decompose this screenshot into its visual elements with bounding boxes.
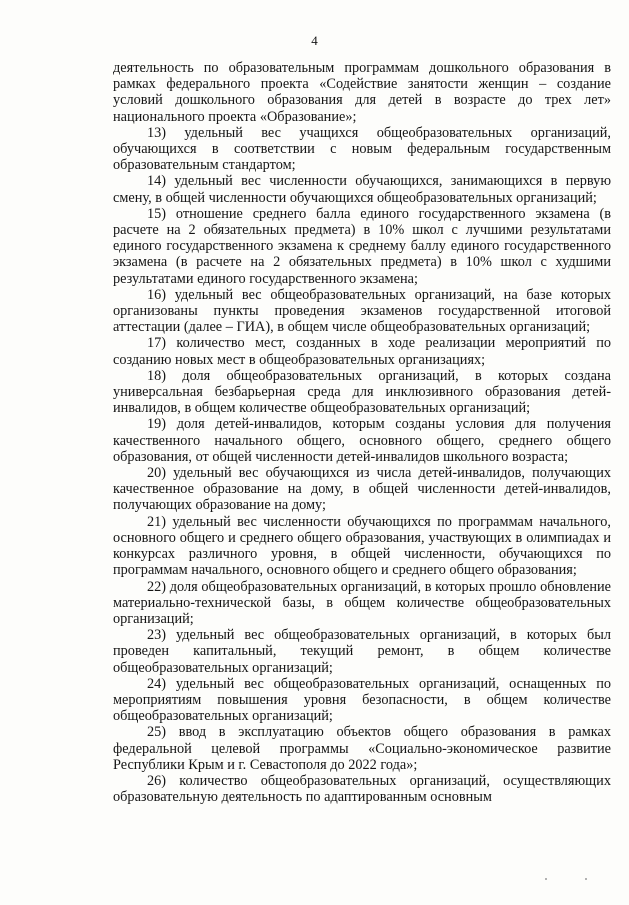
- scan-speck: [585, 878, 587, 880]
- continued-paragraph: деятельность по образовательным программам дошкольного образования в рамках федерального проекта «Содействие занятости женщин – создание условий дошкольного образования для детей в возрасте до трех лет» национального проекта «Образование»;: [113, 60, 611, 125]
- list-item: 26) количество общеобразовательных организаций, осуществляющих образовательную деятельность по адаптированным основным: [113, 772, 611, 806]
- list-item: 14) удельный вес численности обучающихся, занимающихся в первую смену, в общей численности обучающихся общеобразовательных организаций;: [113, 173, 611, 206]
- list-item: 19) доля детей-инвалидов, которым созданы условия для получения качественного начального общего, основного общего, среднего общего образования, от общей численности детей-инвалидов школьного возраста;: [113, 416, 611, 465]
- list-item: 17) количество мест, созданных в ходе реализации мероприятий по созданию новых мест в общеобразовательных организациях;: [113, 335, 611, 368]
- list-item: 24) удельный вес общеобразовательных организаций, оснащенных по мероприятиям повышения уровня безопасности, в общем количестве общеобразовательных организаций;: [113, 675, 611, 725]
- scan-speck: [545, 878, 547, 880]
- list-item: 18) доля общеобразовательных организаций, в которых создана универсальная безбарьерная среда для инклюзивного образования детей-инвалидов, в общем количестве общеобразовательных организаций;: [113, 367, 611, 417]
- list-item: 25) ввод в эксплуатацию объектов общего образования в рамках федеральной целевой программы «Социально-экономическое развитие Республики Крым и г. Севастополя до 2022 года»;: [113, 724, 611, 773]
- list-item: 13) удельный вес учащихся общеобразовательных организаций, обучающихся в соответствии с новым федеральным государственным образовательным стандартом;: [113, 124, 611, 174]
- list-item: 20) удельный вес обучающихся из числа детей-инвалидов, получающих качественное образование на дому, в общей численности детей-инвалидов, получающих образование на дому;: [113, 465, 611, 514]
- list-item: 22) доля общеобразовательных организаций, в которых прошло обновление материально-технической базы, в общем количестве общеобразовательных организаций;: [113, 578, 611, 627]
- page-number: 4: [311, 33, 318, 48]
- list-item: 15) отношение среднего балла единого государственного экзамена (в расчете на 2 обязательных предмета) в 10% школ с лучшими результатами единого государственного экзамена к среднему баллу единого государственного экзамена (в расчете на 2 обязательных предмета) в 10% школ с худшими результатами единого государственного экзамена;: [113, 205, 611, 287]
- document-body: [113, 60, 611, 805]
- list-item: 21) удельный вес численности обучающихся по программам начального, основного общего и среднего общего образования, участвующих в олимпиадах и конкурсах различного уровня, в общей численности, обучающихся по программам начального, основного общего и среднего общего образования;: [113, 513, 611, 579]
- list-item: 23) удельный вес общеобразовательных организаций, в которых был проведен капитальный, текущий ремонт, в общем количестве общеобразовательных организаций;: [113, 627, 611, 676]
- list-item: 16) удельный вес общеобразовательных организаций, на базе которых организованы пункты проведения экзаменов государственной итоговой аттестации (далее – ГИА), в общем числе общеобразовательных организаций;: [113, 286, 611, 336]
